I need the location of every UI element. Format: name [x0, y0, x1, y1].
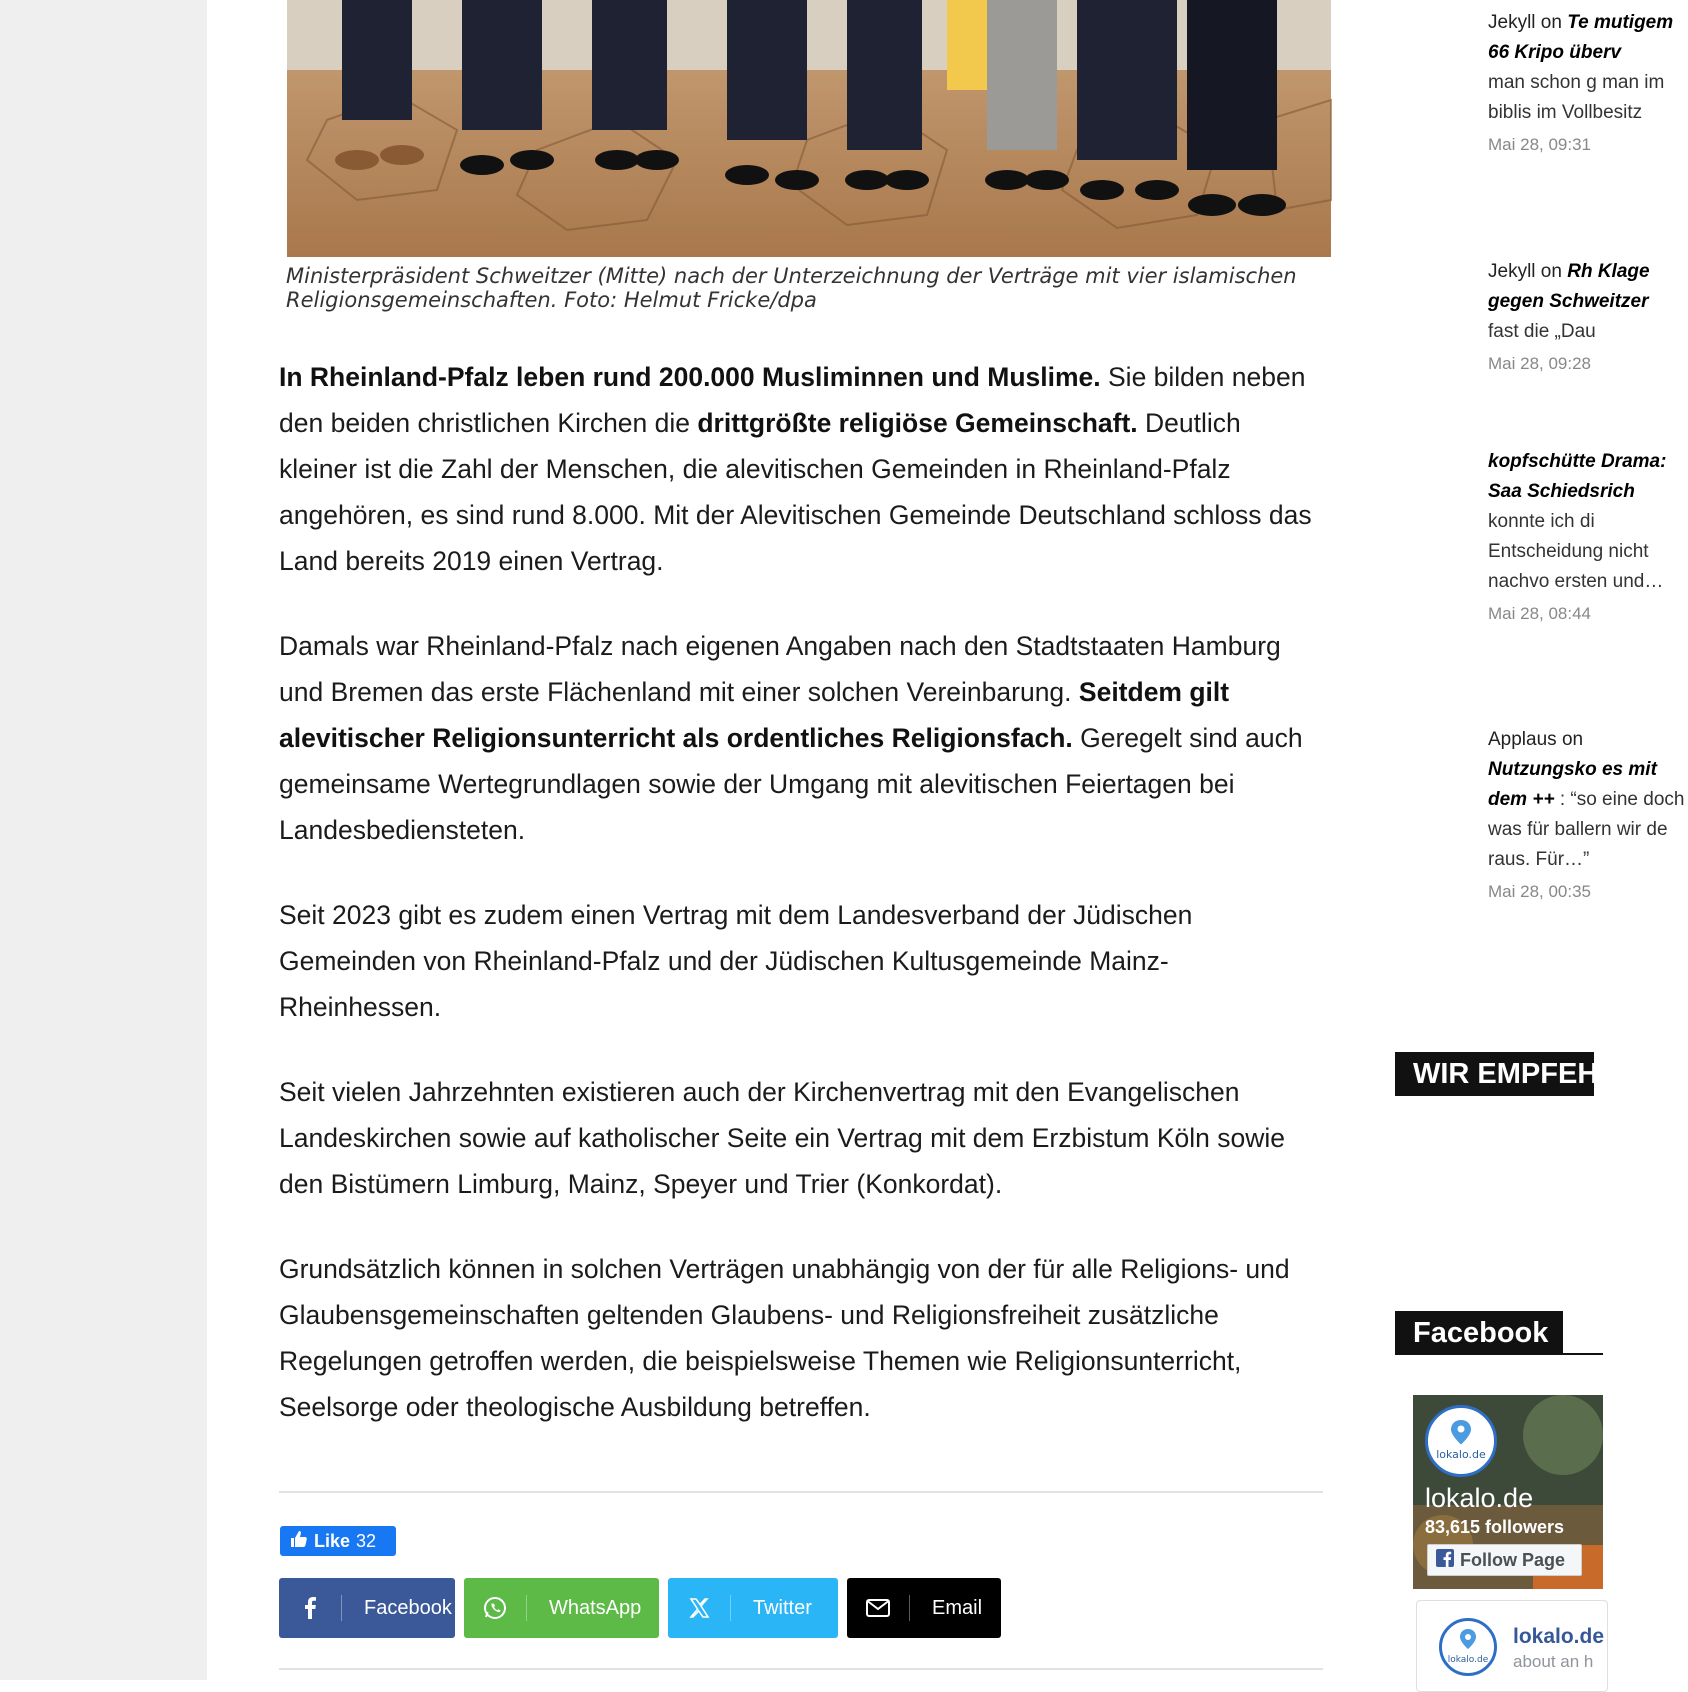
svg-text:lokalo.de: lokalo.de [1447, 1655, 1489, 1665]
photo-caption: Ministerpräsident Schweitzer (Mitte) nach der Unterzeichnung der Verträge mit vier islamischen Religionsgemeinschaften. Foto: Helmut Fricke/dpa [286, 264, 1297, 312]
recent-comment[interactable] [1488, 725, 1688, 905]
like-button[interactable] [280, 1526, 396, 1556]
like-label: Like [314, 1530, 351, 1551]
share-whatsapp-button[interactable] [464, 1578, 659, 1638]
comment-date: Mai 28, 09:31 [1488, 135, 1592, 154]
comment-post-title[interactable]: Rh Klage gegen Schweitzer [1488, 261, 1650, 312]
like-count: 32 [356, 1530, 377, 1551]
article-photo [287, 0, 1331, 257]
post-avatar[interactable] [1439, 1618, 1497, 1676]
follow-page-button[interactable] [1427, 1544, 1582, 1576]
article-paragraph-2 [279, 623, 1325, 853]
comment-date: Mai 28, 00:35 [1488, 882, 1592, 901]
x-logo-icon [668, 1578, 730, 1638]
share-email-label: Email [932, 1596, 983, 1619]
share-whatsapp-label: WhatsApp [549, 1596, 642, 1619]
recent-comment[interactable] [1488, 8, 1688, 158]
facebook-icon [1436, 1549, 1454, 1572]
share-twitter-button[interactable] [668, 1578, 838, 1638]
facebook-icon [279, 1578, 341, 1638]
bold-text: drittgrößte religiöse Gemeinschaft. [697, 408, 1138, 438]
recent-comment[interactable] [1488, 257, 1688, 377]
article-body [279, 354, 1325, 1469]
divider [279, 1491, 1323, 1493]
recent-comment[interactable] [1488, 447, 1688, 627]
title-underline [1563, 1353, 1603, 1355]
whatsapp-icon [464, 1578, 526, 1638]
text: Geregelt sind auch gemeinsame Wertegrundlagen sowie der Umgang mit alevitischen Feiertagen bei Landesbediensteten. [279, 723, 1303, 845]
envelope-icon [847, 1578, 909, 1638]
sidebar [1395, 0, 1685, 1680]
page-name[interactable]: lokalo.de [1425, 1483, 1534, 1513]
lokalo-logo-icon [1428, 1408, 1494, 1474]
post-page-name[interactable]: lokalo.de [1513, 1625, 1605, 1648]
page-followers: 83,615 followers [1425, 1517, 1565, 1537]
bold-text: Seitdem gilt alevitischer Religionsunterricht als ordentliches Religionsfach. [279, 677, 1230, 753]
recommend-block-title: WIR EMPFEHLEN [1395, 1052, 1594, 1096]
lokalo-logo-icon [1442, 1621, 1494, 1673]
share-facebook-button[interactable] [279, 1578, 455, 1638]
bold-text: In Rheinland-Pfalz leben rund 200.000 Musliminnen und Muslime. [279, 362, 1101, 392]
comment-date: Mai 28, 08:44 [1488, 604, 1592, 623]
comment-author[interactable]: Applaus [1488, 729, 1557, 750]
article-paragraph-3: Seit 2023 gibt es zudem einen Vertrag mit dem Landesverband der Jüdischen Gemeinden von Rheinland-Pfalz und der Jüdischen Kultusgemeinde Mainz-Rheinhessen. [279, 900, 1193, 1022]
comment-excerpt: man schon g man im biblis im Vollbesitz [1488, 72, 1665, 123]
comment-author[interactable]: Jekyll [1488, 12, 1536, 33]
comment-excerpt: konnte ich di Entscheidung nicht nachvo ersten und… [1488, 511, 1664, 592]
comment-author[interactable]: Jekyll [1488, 261, 1536, 282]
page-avatar[interactable] [1425, 1405, 1497, 1477]
share-twitter-label: Twitter [753, 1596, 812, 1619]
comment-excerpt: : “so eine doch was für ballern wir de raus. Für…” [1488, 789, 1685, 870]
article-paragraph-1 [279, 354, 1325, 584]
comment-post-title[interactable]: Nutzungsko es mit dem ++ [1488, 759, 1657, 810]
comment-post-title[interactable]: kopfschütte Drama: Saa Schiedsrich [1488, 451, 1667, 502]
thumbs-up-icon [290, 1530, 308, 1553]
text: Sie bilden neben den beiden christlichen Kirchen die [279, 362, 1306, 438]
article-paragraph-5: Grundsätzlich können in solchen Verträgen unabhängig von der für alle Religions- und Glaubensgemeinschaften geltenden Glaubens- und Religionsfreiheit zusätzliche Regelungen getroffen werden, die beispielsweise Themen wie Religionsunterricht, Seelsorge oder theologische Ausbildung betreffen. [279, 1254, 1290, 1422]
post-timestamp: about an h [1513, 1652, 1594, 1671]
article-paragraph-4: Seit vielen Jahrzehnten existieren auch der Kirchenvertrag mit den Evangelischen Landeskirchen sowie auf katholischer Seite ein Vertrag mit dem Erzbistum Köln sowie den Bistümern Limburg, Mainz, Speyer und Trier (Konkordat). [279, 1077, 1286, 1199]
comment-on: on [1535, 261, 1568, 282]
text: Deutlich kleiner ist die Zahl der Menschen, die alevitischen Gemeinden in Rheinland-Pfalz angehören, es sind rund 8.000. Mit der Alevitischen Gemeinde Deutschland schloss das Land bereits 2019 einen Vertrag. [279, 408, 1312, 576]
comment-post-title[interactable]: Te mutigem 66 Kripo überv [1488, 12, 1674, 63]
comment-excerpt: fast die „Dau [1488, 321, 1596, 342]
svg-text:lokalo.de: lokalo.de [1436, 1448, 1486, 1461]
text: Damals war Rheinland-Pfalz nach eigenen Angaben nach den Stadtstaaten Hamburg und Bremen das erste Flächenland mit einer solchen Vereinbarung. [279, 631, 1281, 707]
comment-date: Mai 28, 09:28 [1488, 354, 1592, 373]
facebook-block-title: Facebook [1395, 1311, 1563, 1355]
page-background-gutter [0, 0, 207, 1680]
share-facebook-label: Facebook [364, 1596, 452, 1619]
divider [279, 1668, 1323, 1670]
facebook-page-widget[interactable] [1413, 1395, 1603, 1589]
comment-on: on [1556, 729, 1584, 750]
share-email-button[interactable] [847, 1578, 1001, 1638]
facebook-post-preview[interactable] [1416, 1600, 1608, 1692]
follow-label: Follow Page [1460, 1549, 1566, 1570]
comment-on: on [1535, 12, 1568, 33]
